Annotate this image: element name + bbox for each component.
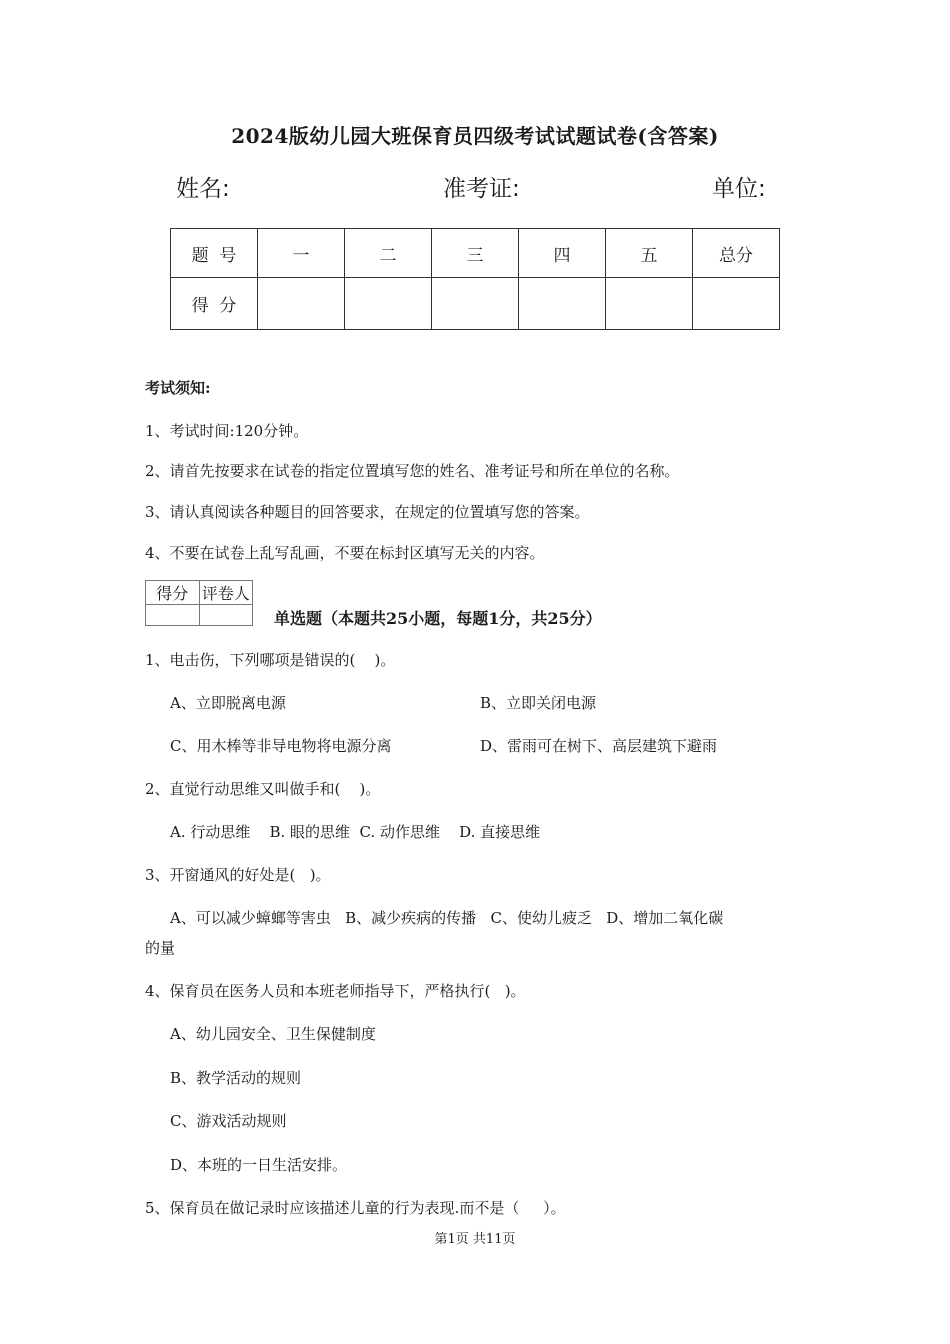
score-table-cell: 一 — [258, 229, 345, 278]
note-item: 2、请首先按要求在试卷的指定位置填写您的姓名、准考证号和所在单位的名称。 — [145, 462, 680, 480]
score-entry-cell[interactable] — [606, 278, 693, 330]
question-options-continued: 的量 — [145, 939, 176, 957]
score-entry-cell[interactable] — [693, 278, 780, 330]
grader-score-label: 得分 — [146, 581, 200, 605]
score-table-cell: 得 分 — [171, 278, 258, 330]
score-table-cell: 题 号 — [171, 229, 258, 278]
score-entry-cell[interactable] — [258, 278, 345, 330]
score-table-cell: 总分 — [693, 229, 780, 278]
score-table-cell: 二 — [345, 229, 432, 278]
option-b: B、教学活动的规则 — [170, 1069, 302, 1087]
grader-name-cell[interactable] — [199, 605, 253, 626]
option-d: D、雷雨可在树下、高层建筑下避雨 — [480, 737, 718, 755]
score-entry-cell[interactable] — [519, 278, 606, 330]
question-stem: 3、开窗通风的好处是( )。 — [145, 866, 331, 884]
note-item: 3、请认真阅读各种题目的回答要求，在规定的位置填写您的答案。 — [145, 503, 590, 521]
question-options: A. 行动思维 B. 眼的思维 C. 动作思维 D. 直接思维 — [170, 823, 541, 841]
grader-box — [145, 580, 253, 626]
question-stem: 5、保育员在做记录时应该描述儿童的行为表现.而不是（ ）。 — [145, 1199, 566, 1217]
grader-name-label: 评卷人 — [199, 581, 253, 605]
score-table-cell: 三 — [432, 229, 519, 278]
option-a: A、立即脱离电源 — [170, 694, 286, 712]
grader-score-cell[interactable] — [146, 605, 200, 626]
question-stem: 2、直觉行动思维又叫做手和( )。 — [145, 780, 381, 798]
notes-heading: 考试须知: — [145, 379, 211, 397]
option-a: A、幼儿园安全、卫生保健制度 — [170, 1025, 376, 1043]
name-field-label: 姓名: — [176, 176, 230, 202]
option-d: D、本班的一日生活安排。 — [170, 1156, 348, 1174]
score-table — [170, 228, 780, 330]
page-footer: 第1页 共11页 — [434, 1232, 516, 1247]
score-table-cell: 五 — [606, 229, 693, 278]
option-c: C、游戏活动规则 — [170, 1112, 287, 1130]
score-table-header-row — [171, 229, 780, 278]
exam-title: 2024版幼儿园大班保育员四级考试试题试卷(含答案) — [231, 124, 719, 148]
question-options: A、可以减少蟑螂等害虫 B、减少疾病的传播 C、使幼儿疲乏 D、增加二氧化碳 — [170, 909, 724, 927]
question-stem: 1、电击伤，下列哪项是错误的( )。 — [145, 651, 396, 669]
score-table-score-row — [171, 278, 780, 330]
note-item: 4、不要在试卷上乱写乱画，不要在标封区填写无关的内容。 — [145, 544, 545, 562]
unit-field-label: 单位: — [712, 176, 766, 202]
score-entry-cell[interactable] — [432, 278, 519, 330]
option-b: B、立即关闭电源 — [480, 694, 597, 712]
section-heading: 单选题（本题共25小题，每题1分，共25分） — [274, 609, 602, 628]
exam-id-field-label: 准考证: — [443, 176, 520, 202]
option-c: C、用木棒等非导电物将电源分离 — [170, 737, 392, 755]
score-table-cell: 四 — [519, 229, 606, 278]
score-entry-cell[interactable] — [345, 278, 432, 330]
note-item: 1、考试时间:120分钟。 — [145, 422, 309, 440]
question-stem: 4、保育员在医务人员和本班老师指导下，严格执行( )。 — [145, 982, 526, 1000]
